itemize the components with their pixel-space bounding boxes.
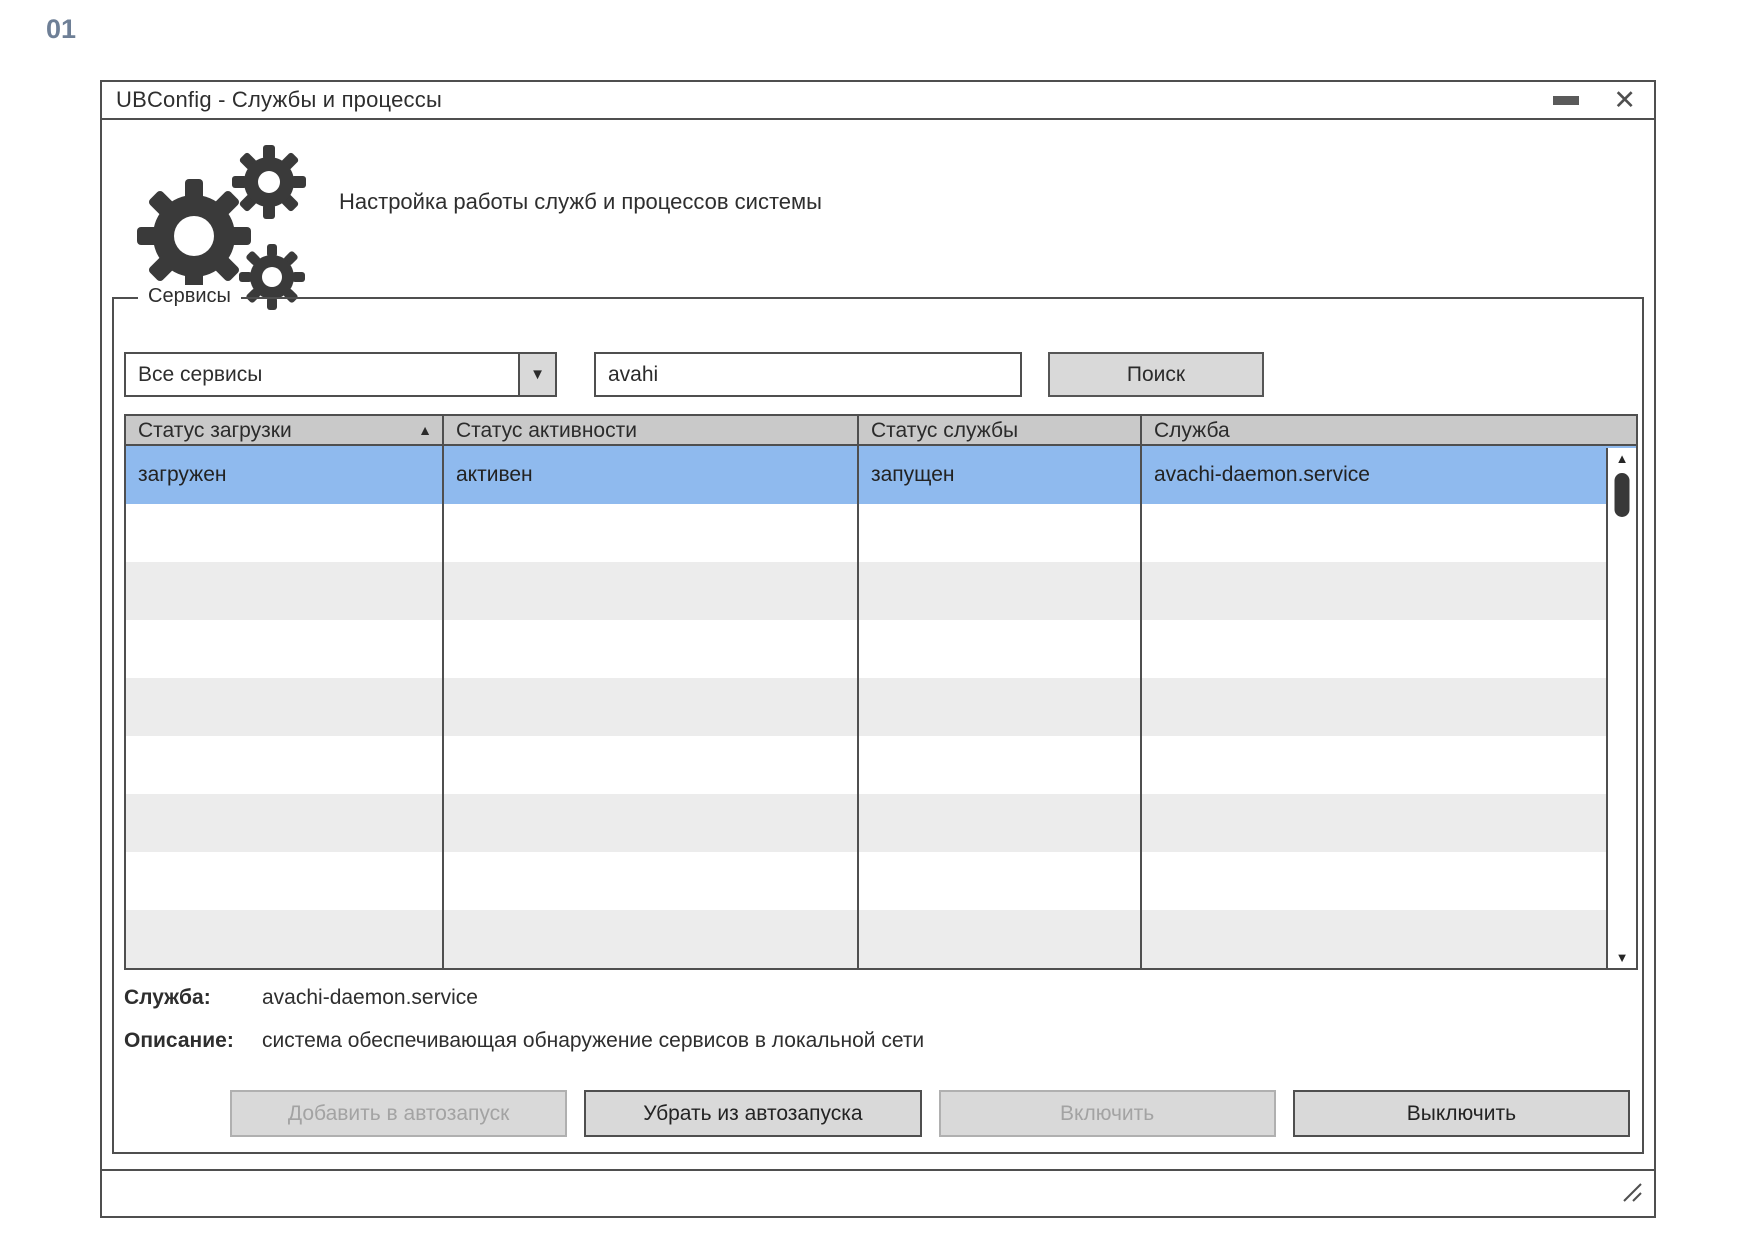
cell-service: avachi-daemon.service	[1154, 463, 1370, 486]
column-header-label: Статус загрузки	[138, 418, 292, 442]
column-header-service-status[interactable]	[859, 416, 1142, 444]
table-row-empty[interactable]	[126, 620, 1636, 678]
service-detail-line	[124, 983, 478, 1013]
remove-from-autostart-button[interactable]: Убрать из автозапуска	[584, 1090, 921, 1137]
column-header-label: Служба	[1154, 418, 1230, 442]
minimize-icon[interactable]	[1553, 96, 1579, 105]
service-label: Служба:	[124, 986, 211, 1009]
vertical-scrollbar[interactable]	[1606, 448, 1636, 968]
sort-asc-icon: ▲	[418, 421, 432, 438]
scrollbar-thumb[interactable]	[1615, 473, 1630, 517]
services-groupbox	[112, 285, 1644, 1154]
services-groupbox-label: Сервисы	[138, 285, 241, 308]
filter-selected-value: Все сервисы	[138, 363, 263, 386]
window-title: UBConfig - Службы и процессы	[116, 87, 442, 112]
slide-number: 01	[46, 14, 77, 44]
table-row-empty[interactable]	[126, 794, 1636, 852]
table-body	[126, 446, 1636, 968]
services-filter-select[interactable]	[124, 352, 557, 397]
table-row-empty[interactable]	[126, 562, 1636, 620]
description-label: Описание:	[124, 1029, 234, 1052]
disable-service-button[interactable]: Выключить	[1293, 1090, 1630, 1137]
resize-grip-icon[interactable]	[1620, 1180, 1644, 1209]
column-header-service[interactable]	[1142, 416, 1636, 444]
page-description: Настройка работы служб и процессов системы	[339, 189, 822, 214]
cell-service-status: запущен	[859, 446, 1142, 504]
description-value: система обеспечивающая обнаружение сервисов в локальной сети	[262, 1029, 925, 1052]
description-detail-line	[124, 1026, 924, 1056]
table-row-empty[interactable]	[126, 504, 1636, 562]
search-button[interactable]: Поиск	[1048, 352, 1264, 397]
add-to-autostart-button[interactable]: Добавить в автозапуск	[230, 1090, 567, 1137]
column-header-label: Статус активности	[456, 418, 637, 442]
column-header-label: Статус службы	[871, 418, 1019, 442]
cell-active-status: активен	[444, 446, 859, 504]
close-icon[interactable]: ✕	[1613, 84, 1636, 115]
scroll-up-icon[interactable]: ▲	[1615, 451, 1629, 466]
enable-service-button[interactable]: Включить	[939, 1090, 1276, 1137]
table-row-selected[interactable]	[126, 446, 1636, 504]
app-window	[100, 80, 1656, 1218]
action-buttons-row	[230, 1090, 1630, 1137]
scroll-down-icon[interactable]: ▼	[1615, 950, 1629, 965]
chevron-down-icon[interactable]: ▼	[518, 354, 555, 395]
table-row-empty[interactable]	[126, 852, 1636, 910]
table-row-empty[interactable]	[126, 736, 1636, 794]
column-header-active-status[interactable]	[444, 416, 859, 444]
table-row-empty[interactable]	[126, 910, 1636, 968]
column-header-load-status[interactable]	[126, 416, 444, 444]
service-value: avachi-daemon.service	[262, 986, 478, 1009]
table-header	[126, 416, 1636, 446]
search-input[interactable]	[594, 352, 1022, 397]
cell-load-status: загружен	[126, 446, 444, 504]
status-bar	[102, 1169, 1654, 1216]
title-bar	[102, 82, 1654, 120]
table-row-empty[interactable]	[126, 678, 1636, 736]
services-table	[124, 414, 1638, 970]
